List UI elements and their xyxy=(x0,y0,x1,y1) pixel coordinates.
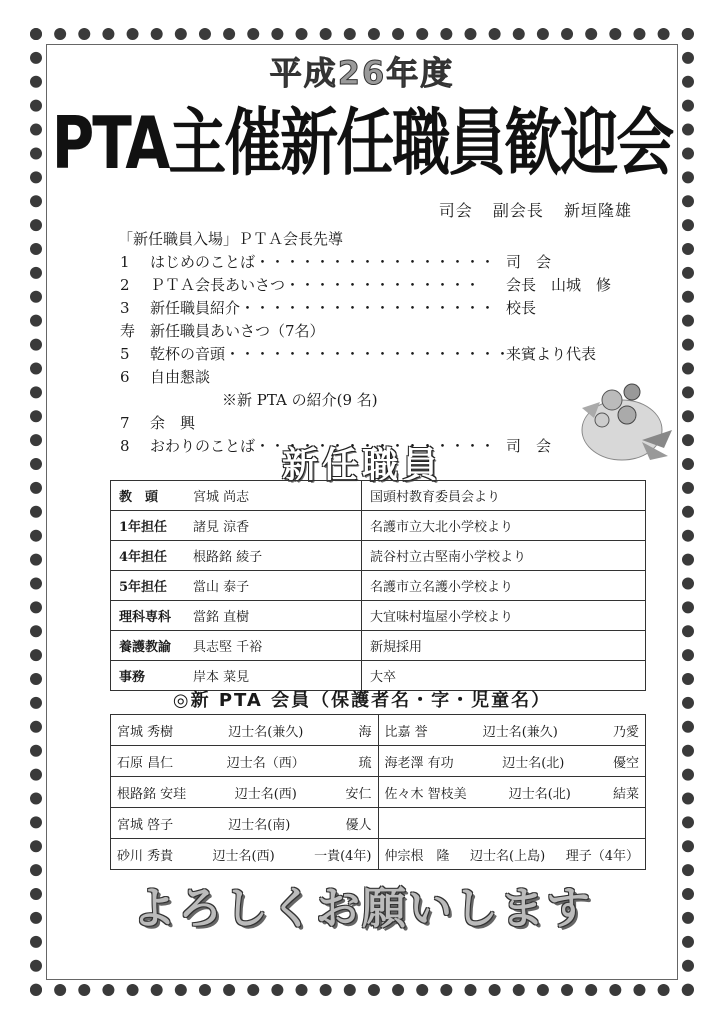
program-item-number: 2 xyxy=(120,276,130,294)
pta-member-cell xyxy=(378,808,646,839)
program-item-title: はじめのことば・・・・・・・・・・・・・・・・ xyxy=(150,253,496,271)
pta-area: 辺士名(南) xyxy=(228,817,291,833)
table-row xyxy=(111,541,646,571)
pta-area: 辺士名(西) xyxy=(234,786,297,802)
pta-member-cell xyxy=(378,746,646,777)
program-intro: 「新任職員入場」ＰＴＡ会長先導 xyxy=(118,230,344,248)
pta-member-cell xyxy=(111,777,379,808)
pta-area: 辺士名(兼久) xyxy=(482,724,558,740)
staff-name: 宮城 尚志 xyxy=(193,490,250,505)
year-heading: 平成26年度 xyxy=(269,54,455,92)
program-item-number: 寿 xyxy=(120,322,136,340)
pta-child-name: 優空 xyxy=(612,755,639,771)
pta-area: 辺士名（西） xyxy=(226,755,305,771)
staff-role-name-cell xyxy=(111,541,362,571)
table-row xyxy=(111,839,646,870)
pta-area: 辺士名(上島) xyxy=(470,848,546,864)
pta-child-name: 優人 xyxy=(345,817,372,833)
pta-parent-name: 海老澤 有功 xyxy=(384,755,454,771)
mc-role: 副会長 xyxy=(492,201,544,220)
program-item-person: 校長 xyxy=(506,299,537,317)
pta-parent-name: 宮城 秀樹 xyxy=(117,724,174,740)
staff-role-name-cell xyxy=(111,481,362,511)
pta-child-name: 結菜 xyxy=(612,786,639,802)
table-row xyxy=(111,746,646,777)
table-row xyxy=(111,631,646,661)
staff-name: 當山 泰子 xyxy=(193,580,250,595)
table-row xyxy=(111,601,646,631)
pta-member-cell xyxy=(378,777,646,808)
mc-label: 司会 xyxy=(438,201,473,220)
pta-child-name: 乃愛 xyxy=(612,724,639,740)
pta-child-name: 理子（4年） xyxy=(565,848,639,864)
staff-role-name-cell xyxy=(111,511,362,541)
program-item xyxy=(118,320,658,343)
staff-name: 具志堅 千裕 xyxy=(193,640,263,655)
new-staff-heading: 新任職員 xyxy=(281,445,442,486)
table-row xyxy=(111,481,646,511)
staff-role: 養護教諭 xyxy=(119,640,172,655)
pta-child-name: 海 xyxy=(358,724,372,740)
pta-parent-name: 仲宗根 隆 xyxy=(384,848,450,864)
program-item-person: 司 会 xyxy=(506,253,552,271)
staff-origin: 読谷村立古堅南小学校より xyxy=(362,541,646,571)
table-row xyxy=(111,808,646,839)
staff-role: 事務 xyxy=(119,670,146,685)
mc-name: 新垣隆雄 xyxy=(563,201,632,220)
pta-child-name: 安仁 xyxy=(345,786,372,802)
new-pta-table xyxy=(110,714,646,870)
program-item-number: 1 xyxy=(120,253,130,271)
program-item xyxy=(118,297,658,320)
staff-role-name-cell xyxy=(111,631,362,661)
program-item-title: 新任職員紹介・・・・・・・・・・・・・・・・・ xyxy=(150,299,496,317)
pta-member-cell xyxy=(378,839,646,870)
program-item-title: 余 興 xyxy=(150,414,196,432)
staff-origin: 国頭村教育委員会より xyxy=(362,481,646,511)
new-pta-heading: ◎新 PTA 会員（保護者名・字・児童名） xyxy=(172,690,552,711)
program-item-number: 5 xyxy=(120,345,130,363)
program-item-number: 3 xyxy=(120,299,130,317)
program-item-person: 司 会 xyxy=(506,437,552,455)
pta-member-cell xyxy=(378,715,646,746)
program-item-title: 乾杯の音頭・・・・・・・・・・・・・・・・・・・ xyxy=(150,345,511,363)
pta-member-cell xyxy=(111,839,379,870)
table-row xyxy=(111,715,646,746)
staff-origin: 名護市立大北小学校より xyxy=(362,511,646,541)
program-item-title: ＰＴＡ会長あいさつ・・・・・・・・・・・・・ xyxy=(150,276,481,294)
page-title: PTA主催新任職員歓迎会 xyxy=(51,100,673,186)
pta-child-name: 一貴(4年) xyxy=(314,848,372,864)
pta-member-cell xyxy=(111,746,379,777)
staff-name: 當銘 直樹 xyxy=(193,610,250,625)
pta-child-name: 琉 xyxy=(358,755,372,771)
pta-parent-name: 根路銘 安珪 xyxy=(117,786,187,802)
program-item-title: おわりのことば・・・・・・・・・・・・・・・・ xyxy=(150,437,496,455)
program-item-number: 8 xyxy=(120,437,130,455)
table-row xyxy=(111,511,646,541)
mc-line xyxy=(425,198,632,221)
pta-member-cell xyxy=(111,715,379,746)
closing-message: よろしくお願いします xyxy=(132,883,592,934)
staff-origin: 大卒 xyxy=(362,661,646,691)
staff-name: 岸本 菜見 xyxy=(193,670,250,685)
staff-origin: 名護市立名護小学校より xyxy=(362,571,646,601)
staff-name: 諸見 涼香 xyxy=(193,520,250,535)
staff-role: 5年担任 xyxy=(119,580,168,595)
program-item-title: 新任職員あいさつ（7名） xyxy=(150,322,325,340)
new-staff-table xyxy=(110,480,646,691)
program-item-person: 来賓より代表 xyxy=(506,345,597,363)
pta-area: 辺士名(西) xyxy=(212,848,275,864)
program-item-number: 6 xyxy=(120,368,130,386)
staff-role-name-cell xyxy=(111,571,362,601)
pta-parent-name: 石原 昌仁 xyxy=(117,755,174,771)
staff-role: 4年担任 xyxy=(119,550,168,565)
pta-member-cell xyxy=(111,808,379,839)
pta-area: 辺士名(兼久) xyxy=(228,724,304,740)
pta-area: 辺士名(北) xyxy=(508,786,571,802)
pta-parent-name: 宮城 啓子 xyxy=(117,817,174,833)
staff-role: 教 頭 xyxy=(119,490,159,505)
staff-origin: 大宜味村塩屋小学校より xyxy=(362,601,646,631)
program-item-person: 会長 山城 修 xyxy=(506,276,612,294)
program-sub-note: ※新 PTA の紹介(9 名) xyxy=(222,391,378,409)
pta-parent-name: 砂川 秀貴 xyxy=(117,848,174,864)
staff-name: 根路銘 綾子 xyxy=(193,550,263,565)
staff-role: 1年担任 xyxy=(119,520,168,535)
program-item-number: 7 xyxy=(120,414,130,432)
staff-role: 理科専科 xyxy=(119,610,172,625)
staff-role-name-cell xyxy=(111,601,362,631)
program-item xyxy=(118,251,658,274)
program-item-title: 自由懇談 xyxy=(150,368,211,386)
program-item xyxy=(118,274,658,297)
pta-parent-name: 佐々木 智枝美 xyxy=(384,786,467,802)
staff-origin: 新規採用 xyxy=(362,631,646,661)
pta-parent-name: 比嘉 誉 xyxy=(384,724,428,740)
pta-area: 辺士名(北) xyxy=(502,755,565,771)
table-row xyxy=(111,571,646,601)
table-row xyxy=(111,777,646,808)
